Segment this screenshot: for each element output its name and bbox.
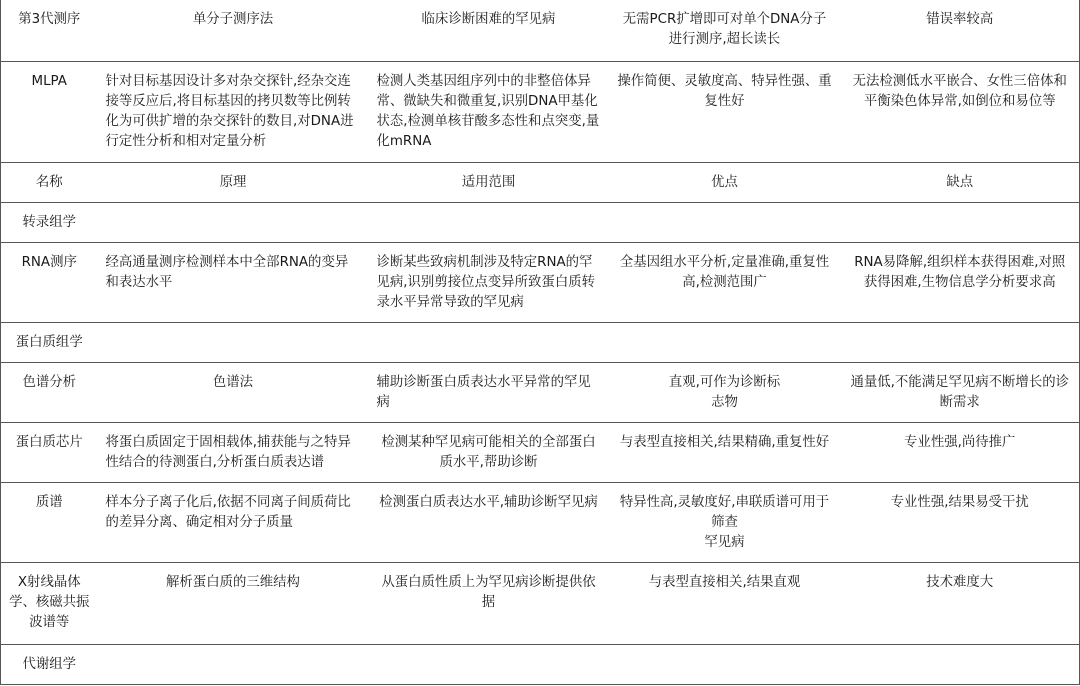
principle-cell: 经高通量测序检测样本中全部RNA的变异和表达水平 — [98, 242, 369, 322]
method-name-cell: X射线晶体学、核磁共振波谱等 — [1, 562, 98, 644]
principle-cell: 针对目标基因设计多对杂交探针,经杂交连接等反应后,将目标基因的拷贝数等比例转化为可供扩增的杂交探针的数目,对DNA进行定性分析和相对定量分析 — [98, 61, 369, 162]
table-header-row — [1, 162, 1080, 202]
method-name-cell: 蛋白质芯片 — [1, 422, 98, 482]
table-row — [1, 422, 1080, 482]
scope-cell: 检测人类基因组序列中的非整倍体异常、微缺失和微重复,识别DNA甲基化状态,检测单核苷酸多态性和点突变,量化mRNA — [369, 61, 609, 162]
method-name-cell: MLPA — [1, 61, 98, 162]
method-name-cell: 色谱分析 — [1, 362, 98, 422]
table-row — [1, 482, 1080, 562]
empty-cell — [369, 322, 609, 362]
empty-cell — [841, 644, 1080, 684]
empty-cell — [98, 644, 369, 684]
disadvantages-cell: 专业性强,尚待推广 — [841, 422, 1080, 482]
scope-cell: 检测某种罕见病可能相关的全部蛋白质水平,帮助诊断 — [369, 422, 609, 482]
empty-cell — [369, 202, 609, 242]
advantages-cell: 全基因组水平分析,定量准确,重复性高,检测范围广 — [609, 242, 841, 322]
principle-cell: 样本分子离子化后,依据不同离子间质荷比的差异分离、确定相对分子质量 — [98, 482, 369, 562]
header-disadvantages-cell: 缺点 — [841, 162, 1080, 202]
disadvantages-cell: 技术难度大 — [841, 562, 1080, 644]
empty-cell — [98, 322, 369, 362]
empty-cell — [98, 202, 369, 242]
advantages-cell: 直观,可作为诊断标 志物 — [609, 362, 841, 422]
table-row — [1, 362, 1080, 422]
principle-cell: 解析蛋白质的三维结构 — [98, 562, 369, 644]
section-row — [1, 202, 1080, 242]
scope-cell: 从蛋白质性质上为罕见病诊断提供依据 — [369, 562, 609, 644]
section-title: 转录组学 — [1, 202, 98, 242]
scope-cell: 诊断某些致病机制涉及特定RNA的罕见病,识别剪接位点变异所致蛋白质转录水平异常导致的罕见病 — [369, 242, 609, 322]
header-advantages-cell: 优点 — [609, 162, 841, 202]
empty-cell — [609, 644, 841, 684]
section-row — [1, 644, 1080, 684]
scope-cell: 检测蛋白质表达水平,辅助诊断罕见病 — [369, 482, 609, 562]
table-row — [1, 0, 1080, 61]
table-row — [1, 562, 1080, 644]
header-principle-cell: 原理 — [98, 162, 369, 202]
section-title: 代谢组学 — [1, 644, 98, 684]
disadvantages-cell: 错误率较高 — [841, 0, 1080, 61]
disadvantages-cell: 通量低,不能满足罕见病不断增长的诊断需求 — [841, 362, 1080, 422]
advantages-cell: 操作简便、灵敏度高、特异性强、重复性好 — [609, 61, 841, 162]
method-name-cell: 第3代测序 — [1, 0, 98, 61]
table-row — [1, 61, 1080, 162]
header-scope-cell: 适用范围 — [369, 162, 609, 202]
section-row — [1, 322, 1080, 362]
principle-cell: 将蛋白质固定于固相载体,捕获能与之特异性结合的待测蛋白,分析蛋白质表达谱 — [98, 422, 369, 482]
principle-cell: 色谱法 — [98, 362, 369, 422]
empty-cell — [841, 322, 1080, 362]
advantages-cell: 特异性高,灵敏度好,串联质谱可用于筛查 罕见病 — [609, 482, 841, 562]
header-name-cell: 名称 — [1, 162, 98, 202]
empty-cell — [369, 644, 609, 684]
method-name-cell: RNA测序 — [1, 242, 98, 322]
empty-cell — [609, 322, 841, 362]
disadvantages-cell: 无法检测低水平嵌合、女性三倍体和平衡染色体异常,如倒位和易位等 — [841, 61, 1080, 162]
scope-cell: 辅助诊断蛋白质表达水平异常的罕见病 — [369, 362, 609, 422]
disadvantages-cell: 专业性强,结果易受干扰 — [841, 482, 1080, 562]
advantages-cell: 与表型直接相关,结果精确,重复性好 — [609, 422, 841, 482]
empty-cell — [841, 202, 1080, 242]
table-row — [1, 242, 1080, 322]
method-name-cell: 质谱 — [1, 482, 98, 562]
section-title: 蛋白质组学 — [1, 322, 98, 362]
advantages-cell: 无需PCR扩增即可对单个DNA分子进行测序,超长读长 — [609, 0, 841, 61]
disadvantages-cell: RNA易降解,组织样本获得困难,对照获得困难,生物信息学分析要求高 — [841, 242, 1080, 322]
principle-cell: 单分子测序法 — [98, 0, 369, 61]
advantages-cell: 与表型直接相关,结果直观 — [609, 562, 841, 644]
empty-cell — [609, 202, 841, 242]
scope-cell: 临床诊断困难的罕见病 — [369, 0, 609, 61]
